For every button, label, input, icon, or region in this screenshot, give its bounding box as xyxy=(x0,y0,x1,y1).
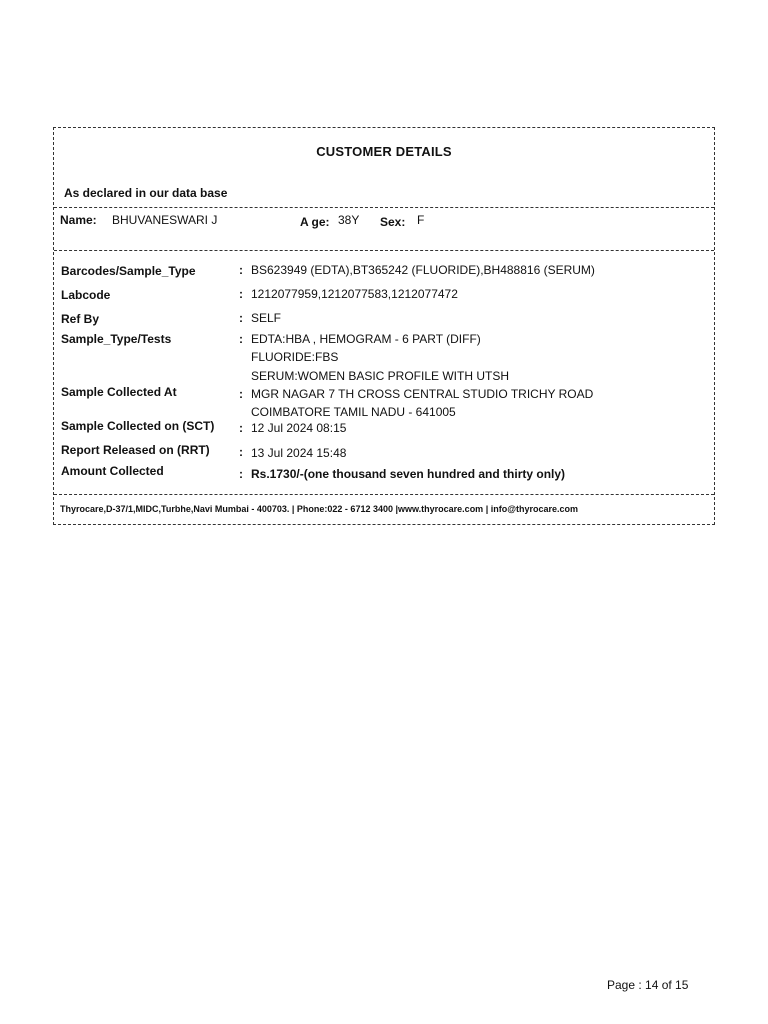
divider xyxy=(54,494,714,495)
barcodes-label: Barcodes/Sample_Type xyxy=(61,264,196,278)
tests-label: Sample_Type/Tests xyxy=(61,332,172,346)
tests-line: FLUORIDE:FBS xyxy=(251,350,339,364)
sex-label: Sex: xyxy=(380,215,406,229)
refby-label: Ref By xyxy=(61,312,100,326)
labcode-label: Labcode xyxy=(61,288,111,302)
age-label: A ge: xyxy=(300,215,330,229)
collected-on-value: 12 Jul 2024 08:15 xyxy=(251,421,347,435)
colon: : xyxy=(239,287,243,301)
collected-at-label: Sample Collected At xyxy=(61,385,177,399)
labcode-value: 1212077959,1212077583,1212077472 xyxy=(251,287,458,301)
colon: : xyxy=(239,387,243,401)
collected-at-line: MGR NAGAR 7 TH CROSS CENTRAL STUDIO TRICHY ROAD xyxy=(251,387,594,401)
tests-line: EDTA:HBA , HEMOGRAM - 6 PART (DIFF) xyxy=(251,332,481,346)
divider xyxy=(54,250,714,251)
amount-label: Amount Collected xyxy=(61,464,164,478)
collected-on-label: Sample Collected on (SCT) xyxy=(61,419,215,433)
customer-details-box xyxy=(53,127,715,525)
age-value: 38Y xyxy=(338,213,360,227)
section-title: CUSTOMER DETAILS xyxy=(316,144,452,159)
released-on-value: 13 Jul 2024 15:48 xyxy=(251,446,347,460)
colon: : xyxy=(239,332,243,346)
footer-contact: Thyrocare,D-37/1,MIDC,Turbhe,Navi Mumbai - 400703. | Phone:022 - 6712 3400 |www.thyrocare.com | info@thyrocare.com xyxy=(60,504,579,514)
declared-note: As declared in our data base xyxy=(64,186,228,200)
amount-value: Rs.1730/-(one thousand seven hundred and thirty only) xyxy=(251,467,566,481)
tests-line: SERUM:WOMEN BASIC PROFILE WITH UTSH xyxy=(251,369,510,383)
colon: : xyxy=(239,445,243,459)
collected-at-line: COIMBATORE TAMIL NADU - 641005 xyxy=(251,405,456,419)
colon: : xyxy=(239,311,243,325)
refby-value: SELF xyxy=(251,311,282,325)
name-label: Name: xyxy=(60,213,97,227)
page-indicator: Page : 14 of 15 xyxy=(607,978,689,992)
divider xyxy=(54,207,714,208)
colon: : xyxy=(239,263,243,277)
released-on-label: Report Released on (RRT) xyxy=(61,443,210,457)
colon: : xyxy=(239,421,243,435)
barcodes-value: BS623949 (EDTA),BT365242 (FLUORIDE),BH488816 (SERUM) xyxy=(251,263,595,277)
sex-value: F xyxy=(417,213,425,227)
name-value: BHUVANESWARI J xyxy=(112,213,218,227)
colon: : xyxy=(239,467,243,481)
